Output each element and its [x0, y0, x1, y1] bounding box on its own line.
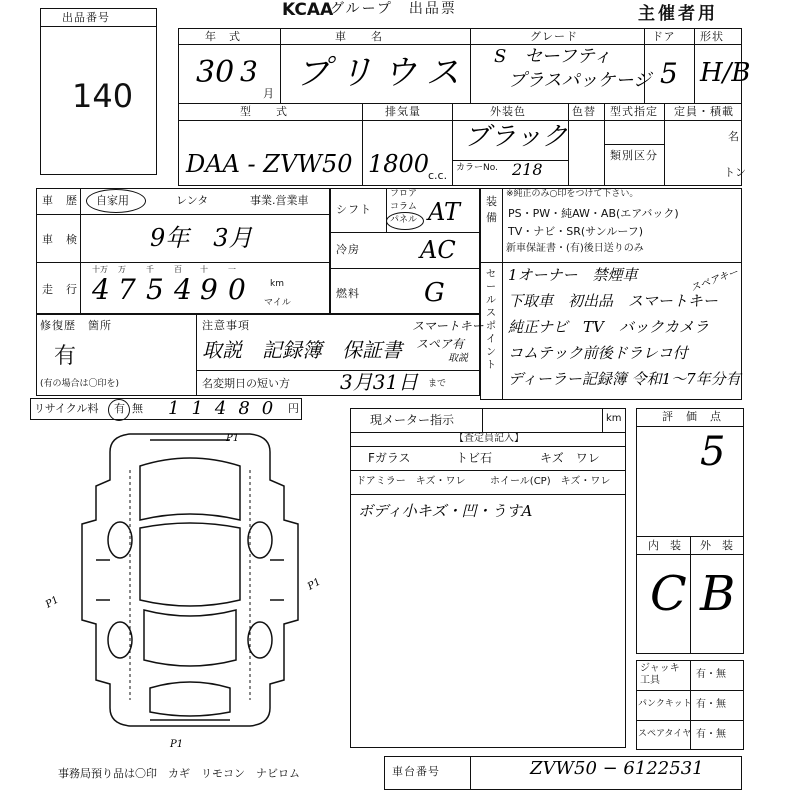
history-label: 車 歴 — [42, 194, 78, 207]
lot-label: 出品番号 — [62, 11, 110, 24]
recycle-has: 有 — [114, 402, 125, 415]
recycle-label: リサイクル料 — [34, 402, 99, 415]
displacement-value: 1800 — [368, 150, 430, 178]
model-label: 型 式 — [240, 105, 288, 118]
jack-option[interactable]: 有・無 — [696, 669, 726, 680]
month-unit: 月 — [263, 87, 274, 100]
color-no-value: 218 — [512, 160, 543, 179]
displacement-label: 排気量 — [385, 105, 421, 118]
sales-point-line: ディーラー記録簿 令和1〜7年分有 — [508, 370, 741, 388]
shift-column: コラム — [390, 202, 417, 212]
custody-note: 事務局預り品は〇印 カギ リモコン ナビロム — [58, 767, 300, 780]
puncture-label: パンクキット — [638, 699, 692, 709]
sales-point-note: スペアキー — [689, 266, 740, 295]
sales-point-line: 1オーナー 禁煙車 — [508, 266, 638, 284]
notes-side2: スペア有 — [416, 337, 465, 351]
chassis-value: ZVW50 − 6122531 — [530, 758, 704, 779]
mileage-digit: 4 — [174, 273, 192, 306]
shift-panel: パネル — [390, 215, 418, 225]
host-label: 主催者用 — [638, 4, 718, 24]
recycle-amount: 11480 — [168, 398, 286, 419]
capacity-label: 定員・積載 — [674, 105, 734, 118]
equipment-line2: TV・ナビ・SR(サンルーフ) — [508, 225, 644, 238]
ac-label: 冷房 — [336, 243, 360, 256]
car-name-value: プリウス — [296, 53, 470, 93]
grade-line1: S セーフティ — [494, 46, 612, 67]
exterior-label: 外 装 — [700, 539, 733, 552]
puncture-option[interactable]: 有・無 — [696, 699, 726, 710]
color-change-label: 色替 — [572, 105, 596, 118]
mileage-unit: 千 — [146, 265, 154, 274]
inspector-label: 【査定員記入】 — [454, 433, 524, 444]
mileage-km-unit: km — [270, 279, 284, 289]
inspector-comment: ボディ小キズ・凹・うすA — [358, 502, 533, 520]
notes-side1: スマートキー — [412, 319, 484, 333]
inspector-item: ホイール(CP) キズ・ワレ — [490, 476, 611, 487]
color-no-label: カラーNo. — [456, 163, 498, 173]
recycle-has-circle — [108, 399, 130, 421]
form-title: グループ 出品票 — [330, 1, 457, 17]
history-business[interactable]: 事業.営業車 — [250, 194, 309, 207]
year-value: 30 — [196, 55, 235, 90]
mileage-digit: 9 — [200, 273, 218, 306]
year-label: 年 式 — [205, 30, 241, 43]
lot-number: 140 — [72, 77, 134, 115]
equipment-note: ※純正のみ○印をつけて下さい。 — [506, 189, 639, 199]
sales-point-line: 下取車 初出品 スマートキー — [508, 292, 718, 310]
equipment-line1: PS・PW・純AW・AB(エアバック) — [508, 207, 679, 220]
damage-mark-top: P1 — [226, 433, 240, 444]
notes-side3: 取説 — [448, 353, 468, 364]
recycle-none: 無 — [132, 402, 143, 415]
shift-value: AT — [428, 198, 461, 226]
load-unit: トン — [724, 166, 746, 179]
inspector-item: ドアミラー キズ・ワレ — [356, 476, 466, 487]
cc-unit: c.c. — [428, 169, 448, 182]
shape-label: 形状 — [700, 30, 724, 43]
mileage-unit: 万 — [118, 265, 126, 274]
recycle-unit: 円 — [288, 402, 299, 415]
damage-mark-left: P1 — [43, 594, 61, 611]
inspector-item: トビ石 — [456, 451, 493, 465]
inspection-value: 9年 3月 — [150, 224, 253, 252]
mileage-digit: 0 — [228, 273, 246, 306]
meter-label: 現メーター指示 — [370, 413, 455, 427]
sales-point-line: 純正ナビ TV バックカメラ — [508, 318, 709, 336]
exterior-color-label: 外装色 — [490, 105, 526, 118]
grade-label: グレード — [530, 30, 578, 43]
spare-label: スペアタイヤ — [638, 729, 692, 739]
mileage-digit: 4 — [92, 273, 110, 306]
spare-option[interactable]: 有・無 — [696, 729, 726, 740]
sales-point-line: コムテック前後ドラレコ付 — [508, 344, 688, 362]
fuel-label: 燃料 — [336, 287, 360, 300]
damage-mark-right: P1 — [305, 576, 323, 593]
jack-label: ジャッキ工具 — [640, 663, 680, 686]
interior-value: C — [650, 566, 687, 622]
shift-panel-circle — [386, 212, 424, 230]
name-label: 車 名 — [335, 30, 383, 43]
mileage-mile-unit: マイル — [264, 298, 291, 308]
brand-logo: KCAA — [282, 0, 334, 20]
year-month-value: 3 — [240, 55, 258, 88]
type-designation-label: 型式指定 — [610, 105, 658, 118]
deadline-value: 3月31日 — [340, 370, 419, 394]
model-value: DAA - ZVW50 — [186, 150, 353, 178]
mileage-unit: 十万 — [92, 265, 108, 274]
doors-value: 5 — [660, 57, 678, 90]
mileage-label: 走 行 — [42, 283, 78, 296]
score-value: 5 — [700, 429, 726, 475]
repair-value: 有 — [54, 344, 77, 369]
history-private[interactable]: 自家用 — [96, 194, 129, 207]
grade-line2: プラスパッケージ — [508, 70, 652, 91]
sales-point-label: セールスポイント — [486, 269, 496, 371]
mileage-unit: 百 — [174, 265, 182, 274]
capacity-unit: 名 — [728, 130, 739, 143]
fuel-value: G — [424, 278, 445, 308]
damage-mark-bottom: P1 — [170, 739, 184, 750]
inspector-item: キズ ワレ — [540, 451, 600, 465]
chassis-label: 車台番号 — [392, 765, 440, 778]
equipment-label: 装備 — [486, 195, 497, 224]
mileage-unit: 十 — [200, 265, 208, 274]
shape-value: H/B — [700, 58, 751, 88]
exterior-color-value: ブラック — [464, 122, 568, 152]
ac-value: AC — [420, 236, 456, 264]
history-private-circle — [86, 189, 146, 213]
meter-unit: km — [606, 413, 622, 424]
shift-floor: フロア — [390, 189, 418, 199]
repair-note: (有の場合は〇印を) — [40, 379, 120, 389]
mileage-digit: 5 — [146, 273, 164, 306]
mileage-unit: 一 — [228, 265, 236, 274]
shift-label: シフト — [336, 203, 372, 216]
notes-value: 取説 記録簿 保証書 — [202, 338, 402, 362]
deadline-label: 名変期日の短い方 — [202, 377, 290, 390]
exterior-value: B — [700, 566, 736, 622]
mileage-digit: 7 — [118, 273, 136, 306]
interior-label: 内 装 — [648, 539, 681, 552]
score-label: 評 価 点 — [662, 410, 722, 423]
equipment-warranty: 新車保証書・(有)後日送りのみ — [506, 243, 644, 254]
inspector-item: Fガラス — [368, 451, 411, 465]
doors-label: ドア — [652, 30, 676, 43]
notes-label: 注意事項 — [202, 319, 250, 332]
history-rental[interactable]: レンタ — [176, 194, 209, 207]
repair-label: 修復歴 箇所 — [40, 319, 112, 332]
category-label: 類別区分 — [610, 149, 658, 162]
deadline-suffix: まで — [428, 379, 447, 389]
inspection-label: 車 検 — [42, 233, 78, 246]
